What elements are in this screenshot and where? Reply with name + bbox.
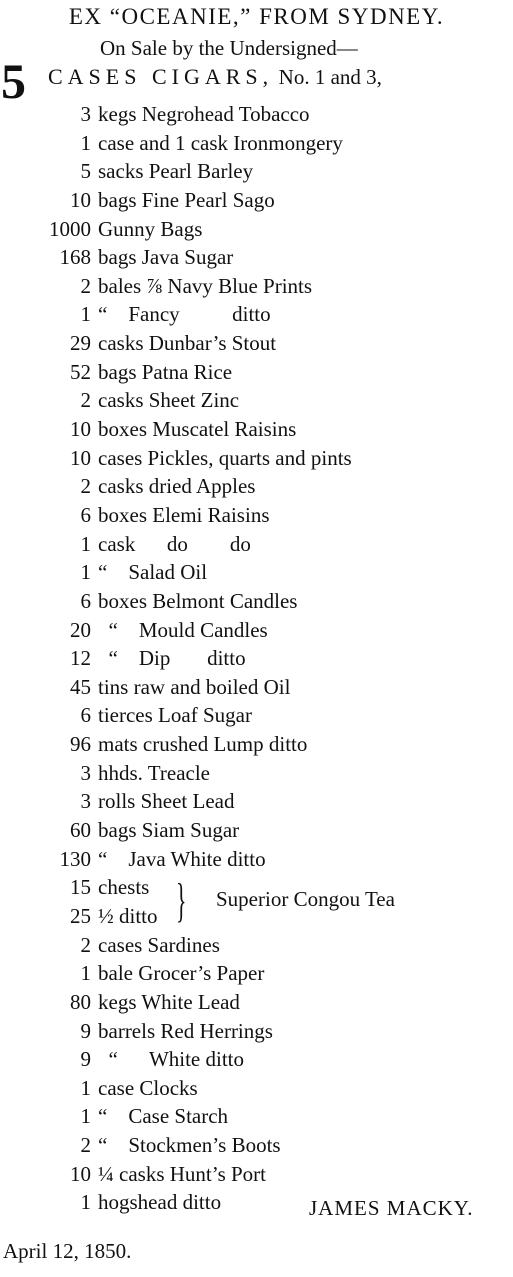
item-description: rolls Sheet Lead: [98, 789, 235, 814]
item-description: bale Grocer’s Paper: [98, 961, 265, 986]
list-item: [0, 1131, 513, 1160]
list-item: [0, 988, 513, 1017]
item-quantity: 10: [70, 187, 91, 212]
item-quantity: 1: [80, 560, 91, 585]
list-item: [0, 1017, 513, 1046]
lead-tail-text: No. 1 and 3,: [278, 65, 382, 89]
item-quantity: 2: [80, 388, 91, 413]
item-description: “ Case Starch: [98, 1104, 229, 1129]
item-quantity: 3: [80, 760, 91, 785]
item-quantity: 9: [80, 1018, 91, 1043]
item-description: bales ⅞ Navy Blue Prints: [98, 273, 313, 298]
item-quantity: 2: [80, 273, 91, 298]
item-quantity: 25: [70, 903, 91, 928]
item-description: kegs White Lead: [98, 989, 240, 1014]
list-item: [0, 931, 513, 960]
list-item: [0, 186, 513, 215]
item-description: “ Dip ditto: [98, 646, 246, 671]
list-item: [0, 129, 513, 158]
list-item: [0, 1045, 513, 1074]
list-item: [0, 100, 513, 129]
list-item: [0, 759, 513, 788]
item-quantity: 52: [70, 359, 91, 384]
list-item: [0, 386, 513, 415]
item-quantity: 10: [70, 445, 91, 470]
item-quantity: 9: [80, 1047, 91, 1072]
list-item: [0, 329, 513, 358]
item-description: boxes Belmont Candles: [98, 588, 298, 613]
item-description: boxes Muscatel Raisins: [98, 417, 297, 442]
item-quantity: 5: [80, 159, 91, 184]
item-description: “ Salad Oil: [98, 560, 208, 585]
item-quantity: 1: [80, 1190, 91, 1215]
item-quantity: 1: [80, 302, 91, 327]
lead-caps-text: CASES CIGARS,: [48, 64, 274, 89]
list-item: [0, 644, 513, 673]
list-item: [0, 157, 513, 186]
item-quantity: 168: [59, 245, 91, 270]
list-item: [0, 444, 513, 473]
item-description: Gunny Bags: [98, 216, 203, 241]
item-quantity: 6: [80, 588, 91, 613]
item-description: chests: [98, 875, 150, 900]
list-item: [0, 673, 513, 702]
item-description: boxes Elemi Raisins: [98, 502, 270, 527]
ad-subheading: On Sale by the Undersigned—: [100, 36, 358, 60]
item-description: hhds. Treacle: [98, 760, 210, 785]
item-description: casks Dunbar’s Stout: [98, 331, 277, 356]
item-description: case Clocks: [98, 1075, 198, 1100]
item-description: ½ ditto: [98, 903, 158, 928]
item-quantity: 1: [80, 130, 91, 155]
list-item: [0, 701, 513, 730]
item-quantity: 15: [70, 875, 91, 900]
item-quantity: 3: [80, 789, 91, 814]
item-quantity: 80: [70, 989, 91, 1014]
list-item: [0, 1160, 513, 1189]
item-quantity: 2: [80, 932, 91, 957]
lead-line: [48, 64, 382, 90]
list-item: [0, 959, 513, 988]
ad-heading: EX “OCEANIE,” FROM SYDNEY.: [68, 4, 445, 29]
item-quantity: 29: [70, 331, 91, 356]
item-description: cases Pickles, quarts and pints: [98, 445, 352, 470]
item-description: bags Siam Sugar: [98, 818, 240, 843]
item-quantity: 12: [70, 646, 91, 671]
item-quantity: 1: [80, 531, 91, 556]
item-description: kegs Negrohead Tobacco: [98, 102, 310, 126]
brace-group: [0, 873, 513, 930]
list-item: [0, 1074, 513, 1103]
item-quantity: 45: [70, 674, 91, 699]
item-quantity: 1: [80, 1104, 91, 1129]
item-description: “ Mould Candles: [98, 617, 268, 642]
item-description: cask do do: [98, 531, 251, 556]
item-quantity: 3: [80, 102, 91, 126]
item-quantity: 1: [80, 961, 91, 986]
item-description: ¼ casks Hunt’s Port: [98, 1161, 266, 1186]
list-item: [0, 272, 513, 301]
item-quantity: 10: [70, 1161, 91, 1186]
item-quantity: 1: [80, 1075, 91, 1100]
item-description: bags Java Sugar: [98, 245, 234, 270]
item-description: “ Stockmen’s Boots: [98, 1133, 281, 1158]
item-quantity: 96: [70, 732, 91, 757]
list-item: [0, 558, 513, 587]
item-description: casks Sheet Zinc: [98, 388, 240, 413]
item-description: “ Fancy ditto: [98, 302, 271, 327]
list-item: [0, 358, 513, 387]
list-item: [0, 1102, 513, 1131]
item-quantity: 60: [70, 818, 91, 843]
item-description: tierces Loaf Sugar: [98, 703, 252, 728]
list-item: [0, 587, 513, 616]
goods-list: [0, 100, 513, 1217]
item-quantity: 1000: [49, 216, 91, 241]
item-description: case and 1 cask Ironmongery: [98, 130, 343, 155]
list-item: [0, 501, 513, 530]
lead-number: 5: [1, 53, 26, 109]
item-description: “ White ditto: [98, 1047, 245, 1072]
list-item: [0, 845, 513, 874]
brace-symbol: }: [176, 874, 187, 928]
item-quantity: 10: [70, 417, 91, 442]
item-description: sacks Pearl Barley: [98, 159, 254, 184]
signature: JAMES MACKY.: [309, 1196, 474, 1220]
brace-label: Superior Congou Tea: [216, 887, 395, 912]
item-description: hogshead ditto: [98, 1190, 222, 1215]
list-item: [0, 730, 513, 759]
item-description: casks dried Apples: [98, 474, 256, 499]
item-description: bags Fine Pearl Sago: [98, 187, 275, 212]
list-item: [0, 530, 513, 559]
item-quantity: 2: [80, 474, 91, 499]
item-quantity: 20: [70, 617, 91, 642]
item-description: cases Sardines: [98, 932, 220, 957]
item-quantity: 6: [80, 502, 91, 527]
item-description: bags Patna Rice: [98, 359, 233, 384]
list-item: [0, 300, 513, 329]
list-item: [0, 415, 513, 444]
item-quantity: 6: [80, 703, 91, 728]
item-quantity: 2: [80, 1133, 91, 1158]
item-quantity: 130: [59, 846, 91, 871]
list-item: [0, 472, 513, 501]
list-item: [0, 215, 513, 244]
date-line: April 12, 1850.: [3, 1239, 132, 1263]
item-description: barrels Red Herrings: [98, 1018, 273, 1043]
item-description: tins raw and boiled Oil: [98, 674, 291, 699]
item-description: “ Java White ditto: [98, 846, 266, 871]
list-item: [0, 616, 513, 645]
list-item: [0, 787, 513, 816]
item-description: mats crushed Lump ditto: [98, 732, 308, 757]
list-item: [0, 816, 513, 845]
list-item: [0, 243, 513, 272]
